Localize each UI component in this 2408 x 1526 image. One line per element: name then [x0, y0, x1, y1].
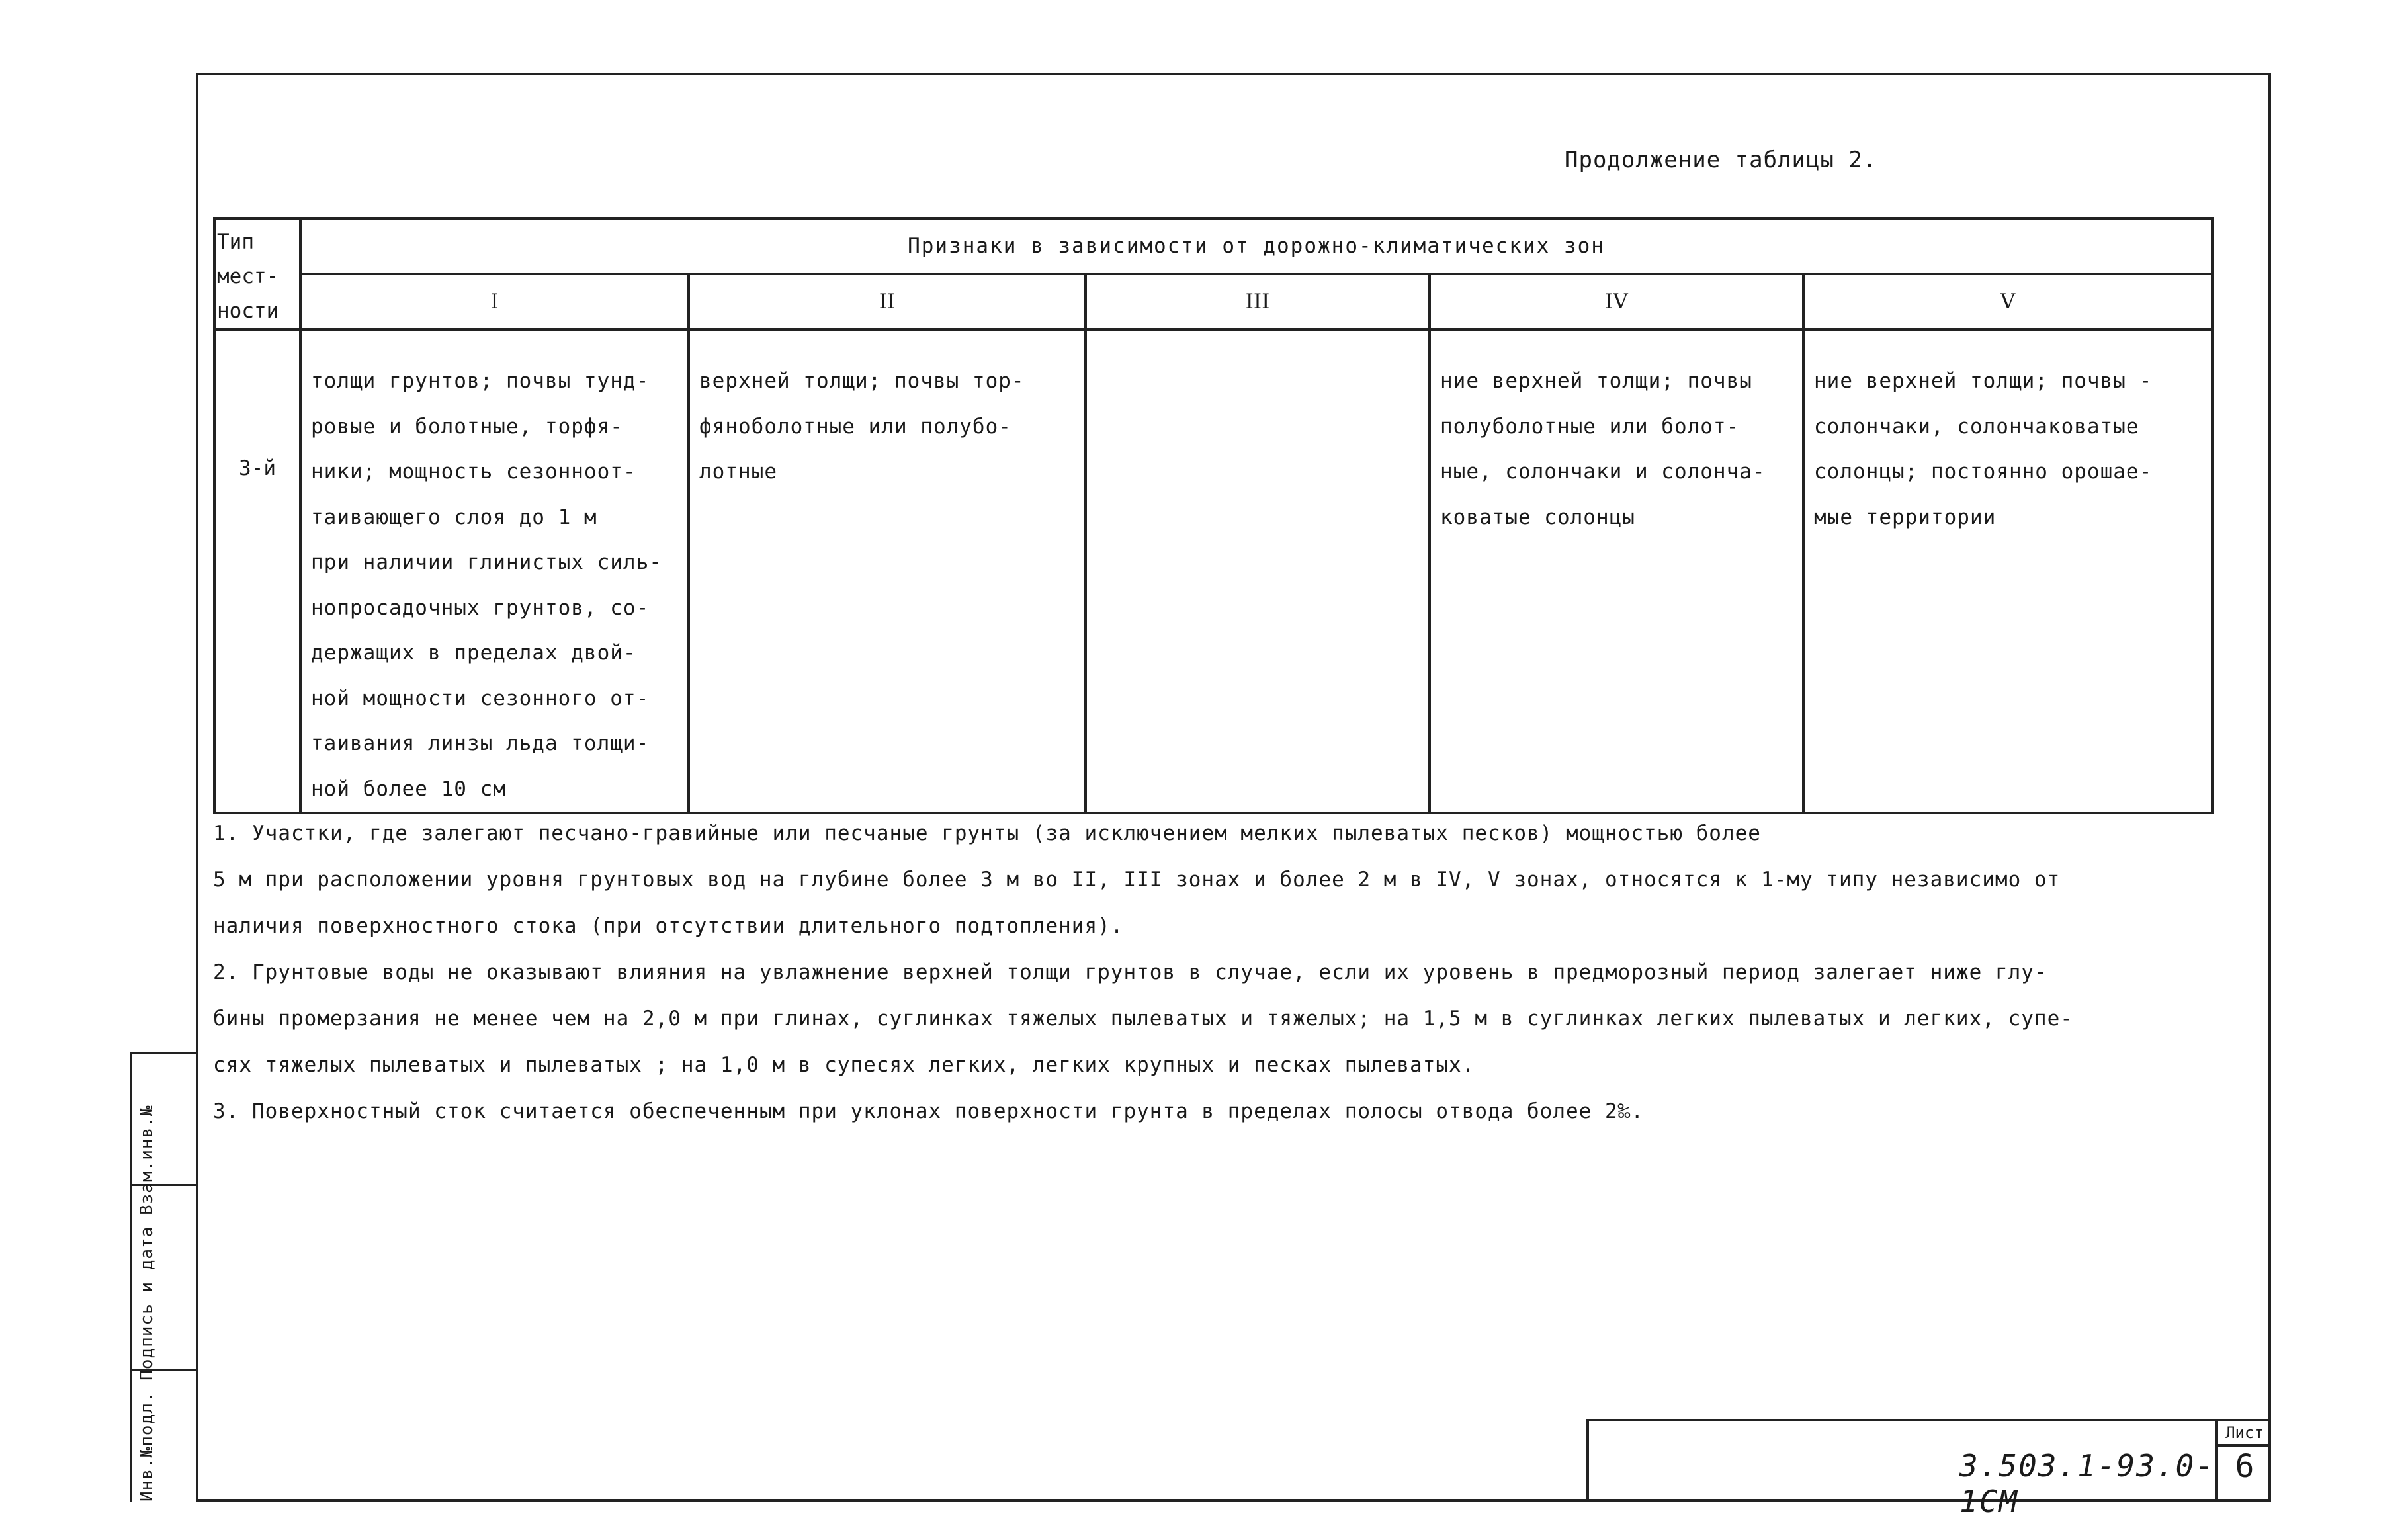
sheet-label: Лист [2218, 1421, 2271, 1447]
zone-header: I [300, 274, 689, 329]
side-stamp [130, 1052, 198, 1502]
title-block [1586, 1419, 2271, 1519]
stamp-divider [132, 1052, 198, 1054]
zone-cell: ние верхней толщи; почвы - солончаки, солончаковатые солонцы; постоянно орошае- мые территории [1803, 329, 2212, 813]
side-stamp-text: Инв.№подл. Подпись и дата Взам.инв.№ [137, 1105, 157, 1502]
note-item: 2. Грунтовые воды не оказывают влияния на увлажнение верхней толщи грунтов в случае, если их уровень в предморозный период залегает ниже глу- бины промерзания не менее чем на 2,0 м при глинах, суглинках тяжелых пылеватых и тяжелых; на 1,5 м в суглинках легких пылеватых и легких, супе- сях тяжелых пылеватых и пылеватых ; на 1,0 м в супесях легких, легких крупных и песках пылеватых. [213, 960, 2073, 1077]
zone-header: IV [1430, 274, 1803, 329]
terrain-table [213, 217, 2214, 814]
table-title: Признаки в зависимости от дорожно-климатических зон [300, 218, 2212, 274]
zone-cell: толщи грунтов; почвы тунд- ровые и болотные, торфя- ники; мощность сезонноот- таивающего слоя до 1 м при наличии глинистых силь- нопросадочных грунтов, со- держащих в пределах двой- ной мощности сезонного от- таивания линзы льда толщи- ной более 10 см [300, 329, 689, 813]
type-header: Тип мест- ности [214, 218, 300, 329]
note-item: 1. Участки, где залегают песчано-гравийные или песчаные грунты (за исключением мелких пылеватых песков) мощностью более 5 м при расположении уровня грунтовых вод на глубине более 3 м во II, III зонах и более 2 м в IV, V зонах, относятся к 1-му типу независимо от наличия поверхностного стока (при отсутствии длительного подтопления). [213, 822, 2061, 938]
zone-header: III [1086, 274, 1430, 329]
sheet-box [2215, 1421, 2271, 1502]
document-code: 3.503.1-93.0-1СМ [1959, 1448, 2215, 1519]
zone-cell [1086, 329, 1430, 813]
sheet-number: 6 [2235, 1448, 2255, 1485]
note-item: 3. Поверхностный сток считается обеспеченным при уклонах поверхности грунта в пределах полосы отвода более 2‰. [213, 1099, 1644, 1123]
row-type-cell: 3-й [214, 329, 300, 813]
table-continuation-label: Продолжение таблицы 2. [1565, 147, 1877, 173]
zone-cell: верхней толщи; почвы тор- фяноболотные или полубо- лотные [689, 329, 1086, 813]
zone-header: V [1803, 274, 2212, 329]
zone-cell: ние верхней толщи; почвы полуболотные или болот- ные, солончаки и солонча- коватые солонцы [1430, 329, 1803, 813]
zone-header: II [689, 274, 1086, 329]
notes-section [213, 810, 2211, 1134]
